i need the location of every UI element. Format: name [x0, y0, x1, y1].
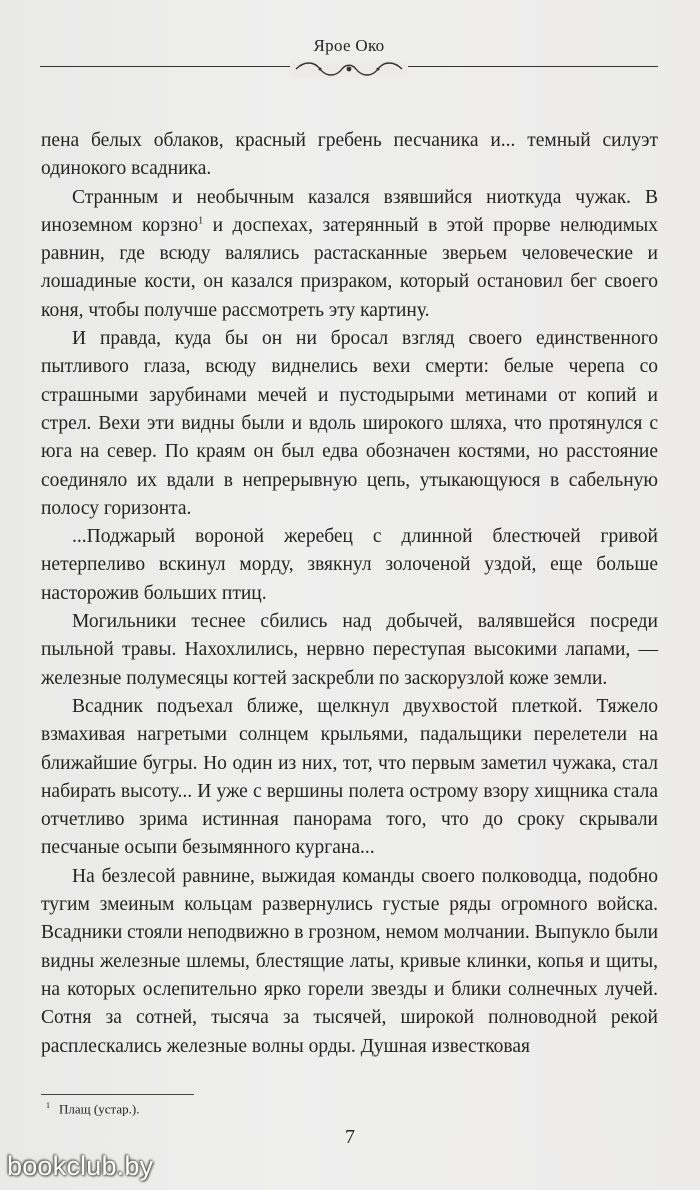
paragraph: Странным и необычным казался взявшийся ниоткуда чужак. В иноземном корзно$^1$ и доспехах, затерянный в этой прорве нелюдимых равнин, где всюду валялись растасканные зверьем человеческие и лошадиные кости, он казался призраком, который остановил бег своего коня, чтобы получше рассмотреть эту картину. [41, 186, 658, 321]
footnote-mark: 1 [46, 1101, 50, 1110]
body-text [41, 127, 658, 1061]
paragraph: И правда, куда бы он ни бросал взгляд своего единственного пытливого глаза, всюду виднелись вехи смерти: белые черепа со страшными зарубинами мечей и пустодырыми метинами от копий и стрел. Вехи эти видны были и вдоль широкого шляха, что протянулся с юга на север. По краям он был едва обозначен костями, но расстояние соединяло их вдали в непрерывную цепь, утыкающуюся в сабельную полосу горизонта. [41, 328, 658, 519]
footnote-text: Плащ (устар.). [59, 1101, 140, 1117]
running-head: Ярое Око [313, 36, 385, 55]
footnote-rule [41, 1094, 194, 1095]
paragraph: На безлесой равнине, выжидая команды своего полководца, подобно тугим змеиным кольцам развернулись густые ряды огромного войска. Всадники стояли неподвижно в грозном, немом молчании. Выпукло были видны железные шлемы, блестящие латы, кривые клинки, копья и щиты, на которых ослепительно ярко горели звезды и блики солнечных лучей. Сотня за сотней, тысяча за тысячей, широкой полноводной рекой расплескались железные волны орды. Душная известковая [41, 865, 658, 1057]
watermark: bookclub.by [7, 1151, 154, 1181]
paragraph: пена белых облаков, красный гребень песчаника и... темный силуэт одинокого всадника. [41, 130, 658, 180]
footnote [46, 1101, 139, 1117]
page-number: 7 [345, 1126, 355, 1148]
paragraph: Могильники теснее сбились над добычей, валявшейся посреди пыльной травы. Нахохлились, нервно переступая высокими лапами, — железные полумесяцы когтей заскребли по заскорузлой коже земли. [41, 611, 658, 689]
ornament-flourish-icon [290, 60, 408, 78]
paragraph: ...Поджарый вороной жеребец с длинной блестючей гривой нетерпеливо вскинул морду, звякнул золоченой уздой, еще больше насторожив больших птиц. [41, 526, 658, 604]
footnote-ref: 1 [198, 215, 204, 227]
paragraph: Всадник подъехал ближе, щелкнул двухвостой плеткой. Тяжело взмахивая нагретыми солнцем крыльями, падальщики перелетели на ближайшие бугры. Но один из них, тот, что первым заметил чужака, стал набирать высоту... И уже с вершины полета острому взору хищника стала отчетливо зрима истинная панорама того, что до сроку скрывали песчаные осыпи безымянного кургана... [41, 695, 658, 859]
